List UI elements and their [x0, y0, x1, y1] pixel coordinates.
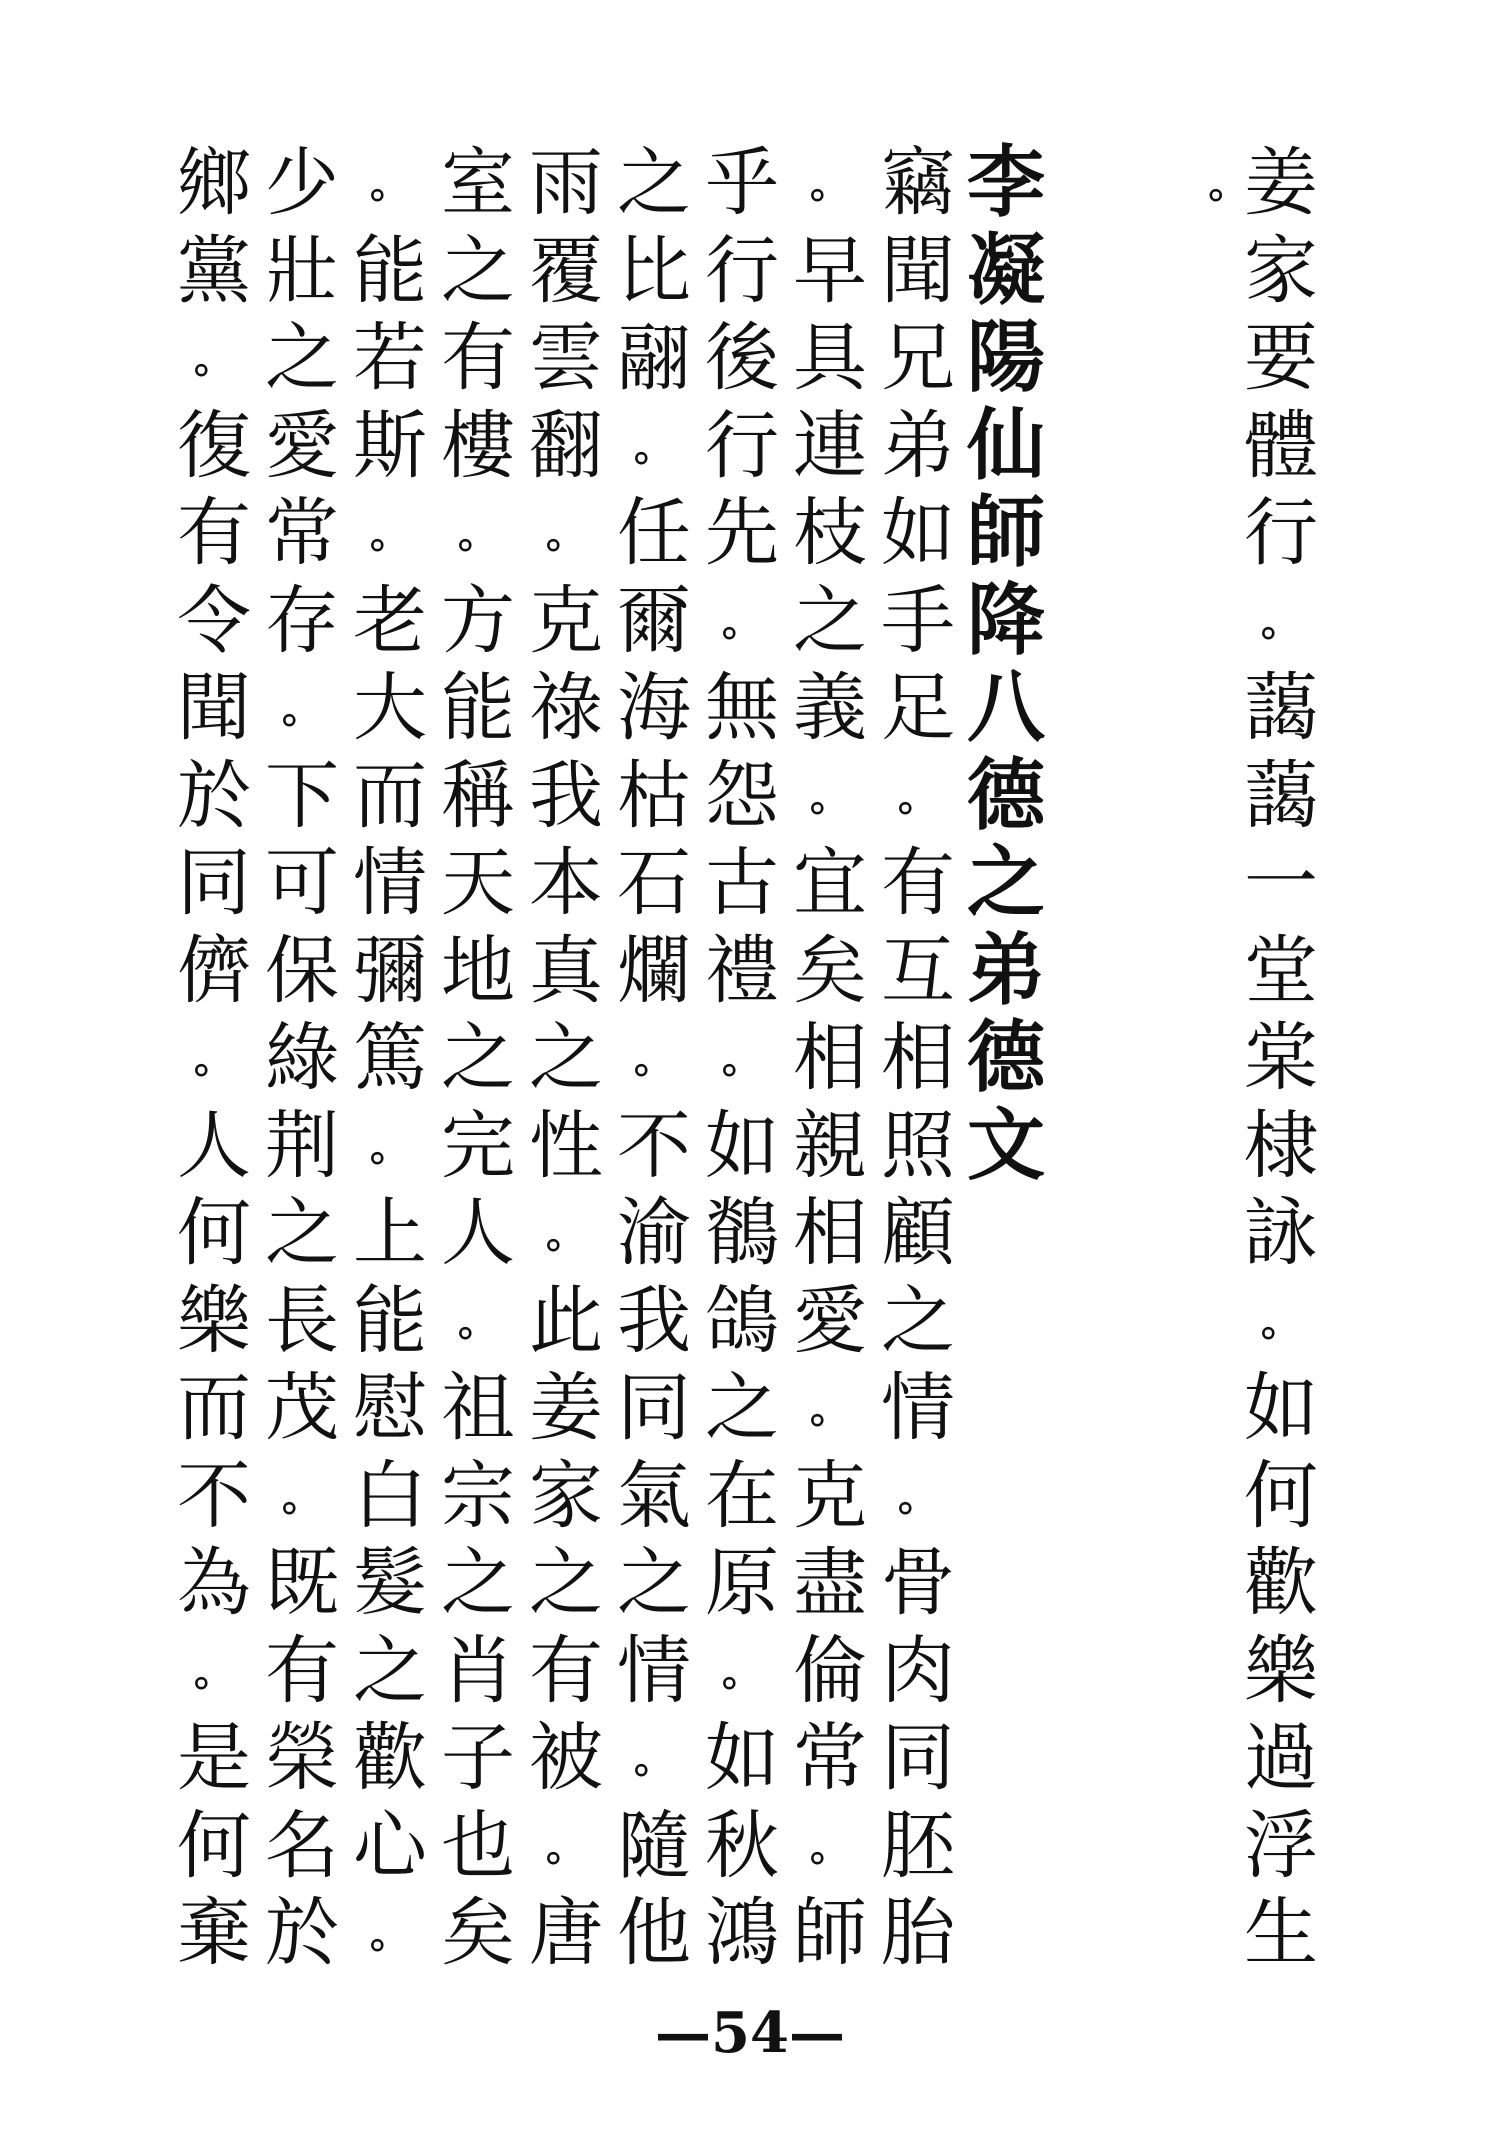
text-column-5 [520, 140, 612, 1978]
character: 雲 [529, 315, 603, 401]
character: 本 [529, 840, 603, 926]
character: 下 [265, 752, 339, 839]
character: 歡 [353, 1715, 427, 1801]
character: 先 [705, 490, 779, 576]
character: 名 [265, 1802, 339, 1889]
character: 榮 [265, 1715, 339, 1801]
character: 地 [441, 927, 515, 1014]
character: 室 [441, 140, 515, 226]
punctuation-mark: 。 [370, 510, 410, 557]
character: 互 [881, 927, 955, 1014]
character: 克 [793, 1452, 867, 1539]
character: 凝 [966, 225, 1045, 316]
character: 彌 [353, 927, 427, 1014]
character: 宜 [793, 840, 867, 926]
punctuation-mark: 。 [194, 1647, 234, 1695]
character: 真 [529, 927, 603, 1014]
character: 同 [881, 1715, 955, 1801]
character: 之 [265, 1190, 339, 1276]
character: 之 [881, 1277, 955, 1364]
punctuation-mark: 。 [810, 1822, 850, 1870]
character: 棣 [1244, 1102, 1318, 1189]
character: 秋 [705, 1802, 779, 1889]
character: 保 [265, 927, 339, 1014]
punctuation-mark: 。 [546, 1210, 586, 1257]
character: 在 [705, 1452, 779, 1539]
character: 老 [353, 577, 427, 664]
character: 早 [793, 227, 867, 314]
character: 有 [265, 1627, 339, 1714]
title-column [960, 140, 1052, 1190]
character: 之 [617, 140, 691, 226]
character: 同 [617, 1365, 691, 1451]
character: 稱 [441, 752, 515, 839]
character: 文 [966, 1100, 1045, 1191]
character: 綠 [265, 1015, 339, 1101]
character: 樂 [1244, 1627, 1318, 1714]
character: 能 [353, 1277, 427, 1364]
character: 顧 [881, 1190, 955, 1276]
character: 之 [529, 1015, 603, 1101]
character: 肖 [441, 1627, 515, 1714]
character: 愛 [793, 1277, 867, 1364]
character: 人 [441, 1190, 515, 1276]
character: 壯 [265, 227, 339, 314]
character: 有 [441, 315, 515, 401]
character: 方 [441, 577, 515, 664]
character: 堂 [1244, 927, 1318, 1014]
character: 情 [617, 1627, 691, 1714]
character: 克 [529, 577, 603, 664]
character: 儕 [177, 927, 251, 1014]
character: 此 [529, 1277, 603, 1364]
character: 石 [617, 840, 691, 926]
character: 愛 [265, 402, 339, 489]
character: 相 [793, 1190, 867, 1276]
character: 能 [353, 227, 427, 314]
punctuation-mark: 。 [458, 1297, 498, 1345]
character: 宗 [441, 1452, 515, 1539]
character: 斯 [353, 402, 427, 489]
character: 怨 [705, 752, 779, 839]
character: 鴻 [705, 1890, 779, 1976]
punctuation-mark: 。 [370, 160, 410, 207]
character: 祿 [529, 665, 603, 751]
character: 鴿 [705, 1277, 779, 1364]
character: 我 [529, 752, 603, 839]
character: 任 [617, 490, 691, 576]
character: 枯 [617, 752, 691, 839]
character: 兄 [881, 315, 955, 401]
character: 而 [177, 1365, 251, 1451]
character: 連 [793, 402, 867, 489]
text-column-4 [608, 140, 700, 1978]
character: 情 [353, 840, 427, 926]
character: 如 [1244, 1365, 1318, 1451]
character: 聞 [881, 227, 955, 314]
character: 茂 [265, 1365, 339, 1451]
character: 具 [793, 315, 867, 401]
character: 完 [441, 1102, 515, 1189]
character: 若 [353, 315, 427, 401]
character: 不 [177, 1452, 251, 1539]
character: 如 [705, 1715, 779, 1801]
character: 師 [966, 488, 1045, 578]
character: 於 [177, 752, 251, 839]
character: 為 [177, 1540, 251, 1626]
character: 胚 [881, 1802, 955, 1889]
character: 之 [353, 1627, 427, 1714]
character: 鶺 [705, 1190, 779, 1276]
punctuation-mark: 。 [898, 1472, 938, 1520]
punctuation-mark: 。 [546, 1822, 586, 1870]
punctuation-mark: 。 [282, 685, 322, 732]
punctuation-mark: 。 [370, 1122, 410, 1170]
text-column-2 [784, 140, 876, 1978]
character: 可 [265, 840, 339, 926]
character: 篤 [353, 1015, 427, 1101]
character: 子 [441, 1715, 515, 1801]
character: 相 [881, 1015, 955, 1101]
character: 如 [705, 1102, 779, 1189]
character: 胎 [881, 1890, 955, 1976]
character: 髮 [353, 1540, 427, 1626]
character: 生 [1244, 1890, 1318, 1976]
character: 要 [1244, 315, 1318, 401]
character: 家 [1244, 227, 1318, 314]
punctuation-mark: 。 [370, 1910, 410, 1957]
character: 禮 [705, 927, 779, 1014]
character: 之 [441, 1540, 515, 1626]
character: 他 [617, 1890, 691, 1976]
character: 鄉 [177, 140, 251, 226]
character: 古 [705, 840, 779, 926]
character: 過 [1244, 1715, 1318, 1801]
character: 天 [441, 840, 515, 926]
character: 有 [881, 840, 955, 926]
character: 何 [177, 1190, 251, 1276]
text-column-1 [872, 140, 964, 1978]
character: 慰 [353, 1365, 427, 1451]
character: 行 [705, 227, 779, 314]
character: 爛 [617, 927, 691, 1014]
punctuation-mark: 。 [810, 772, 850, 820]
character: 心 [353, 1802, 427, 1889]
character: 情 [881, 1365, 955, 1451]
character: 詠 [1244, 1190, 1318, 1276]
character: 少 [265, 140, 339, 226]
character: 白 [353, 1452, 427, 1539]
character: 歡 [1244, 1540, 1318, 1626]
text-column-7 [344, 140, 436, 1978]
character: 弟 [881, 402, 955, 489]
character: 大 [353, 665, 427, 751]
character: 後 [705, 315, 779, 401]
character: 陽 [966, 313, 1045, 403]
character: 一 [1244, 840, 1318, 926]
character: 之 [529, 1540, 603, 1626]
punctuation-mark: 。 [722, 597, 762, 645]
character: 之 [793, 577, 867, 664]
character: 渝 [617, 1190, 691, 1276]
character: 性 [529, 1102, 603, 1189]
character: 長 [265, 1277, 339, 1364]
character: 爾 [617, 577, 691, 664]
character: 上 [353, 1190, 427, 1276]
character: 常 [265, 490, 339, 576]
character: 倫 [793, 1627, 867, 1714]
character: 復 [177, 402, 251, 489]
punctuation-mark: 。 [282, 1472, 322, 1520]
character: 行 [1244, 490, 1318, 576]
character: 之 [617, 1540, 691, 1626]
character: 乎 [705, 140, 779, 226]
character: 樂 [177, 1277, 251, 1364]
character: 祖 [441, 1365, 515, 1451]
character: 荆 [265, 1102, 339, 1189]
character: 同 [177, 840, 251, 926]
punctuation-mark: 。 [194, 1035, 234, 1082]
character: 體 [1244, 402, 1318, 489]
character: 矣 [441, 1890, 515, 1976]
character: 之 [966, 838, 1045, 928]
character: 義 [793, 665, 867, 751]
punctuation-mark: 。 [194, 335, 234, 382]
character: 何 [1244, 1452, 1318, 1539]
character: 翮 [617, 315, 691, 401]
character: 令 [177, 577, 251, 664]
character: 矣 [793, 927, 867, 1014]
punctuation-mark: 。 [722, 1035, 762, 1082]
character: 棠 [1244, 1015, 1318, 1101]
character: 而 [353, 752, 427, 839]
character: 師 [793, 1890, 867, 1976]
character: 骨 [881, 1540, 955, 1626]
punctuation-mark: 。 [634, 422, 674, 470]
character: 是 [177, 1715, 251, 1801]
text-column-6 [432, 140, 524, 1978]
character: 不 [617, 1102, 691, 1189]
punctuation-mark: 。 [634, 1035, 674, 1082]
verse-column: 。 姜 家 要 體 行 。 藹 藹 一 堂 棠 棣 詠 。 如 何 歡 樂 過 浮 生 [1235, 140, 1327, 1978]
character: 德 [966, 1013, 1045, 1103]
character: 也 [441, 1802, 515, 1889]
character: 何 [177, 1802, 251, 1889]
punctuation-mark: 。 [898, 772, 938, 820]
character: 親 [793, 1102, 867, 1189]
character: 隨 [617, 1802, 691, 1889]
character: 八 [966, 663, 1045, 753]
punctuation-mark: 。 [546, 510, 586, 557]
punctuation-mark: 。 [458, 510, 498, 557]
character: 足 [881, 665, 955, 751]
character: 姜 [529, 1365, 603, 1451]
punctuation-mark: 。 [1261, 1297, 1301, 1345]
character: 藹 [1244, 752, 1318, 839]
character: 如 [881, 490, 955, 576]
punctuation-mark: 。 [722, 1647, 762, 1695]
character: 藹 [1244, 665, 1318, 751]
character: 有 [177, 490, 251, 576]
page-number: —54— [655, 2000, 845, 2066]
punctuation-mark: 。 [1261, 597, 1301, 645]
character: 無 [705, 665, 779, 751]
character: 原 [705, 1540, 779, 1626]
character: 翻 [529, 402, 603, 489]
character: 浮 [1244, 1802, 1318, 1889]
character: 人 [177, 1102, 251, 1189]
character: 姜 [1244, 140, 1318, 226]
character: 有 [529, 1627, 603, 1714]
character: 竊 [881, 140, 955, 226]
punctuation-mark: 。 [810, 1385, 850, 1432]
character: 之 [441, 227, 515, 314]
character: 弟 [966, 925, 1045, 1016]
character: 德 [966, 750, 1045, 841]
character: 李 [966, 138, 1045, 228]
character: 枝 [793, 490, 867, 576]
character: 相 [793, 1015, 867, 1101]
character: 之 [705, 1365, 779, 1451]
character: 之 [441, 1015, 515, 1101]
text-column-9 [168, 140, 260, 1978]
character: 樓 [441, 402, 515, 489]
character: 降 [966, 575, 1045, 666]
text-column-3 [696, 140, 788, 1978]
character: 家 [529, 1452, 603, 1539]
character: 海 [617, 665, 691, 751]
character: 黨 [177, 227, 251, 314]
character: 聞 [177, 665, 251, 751]
punctuation-mark: 。 [810, 160, 850, 207]
character: 棄 [177, 1890, 251, 1976]
character: 照 [881, 1102, 955, 1189]
character: 常 [793, 1715, 867, 1801]
character: 比 [617, 227, 691, 314]
character: 行 [705, 402, 779, 489]
character: 盡 [793, 1540, 867, 1626]
character: 覆 [529, 227, 603, 314]
character: 手 [881, 577, 955, 664]
character: 氣 [617, 1452, 691, 1539]
punctuation-mark: 。 [634, 1735, 674, 1782]
character: 之 [265, 315, 339, 401]
character: 存 [265, 577, 339, 664]
character: 雨 [529, 140, 603, 226]
character: 能 [441, 665, 515, 751]
text-column-8 [256, 140, 348, 1978]
character: 唐 [529, 1890, 603, 1976]
character: 肉 [881, 1627, 955, 1714]
character: 於 [265, 1890, 339, 1976]
character: 被 [529, 1715, 603, 1801]
character: 仙 [966, 400, 1045, 491]
character: 既 [265, 1540, 339, 1626]
character: 我 [617, 1277, 691, 1364]
